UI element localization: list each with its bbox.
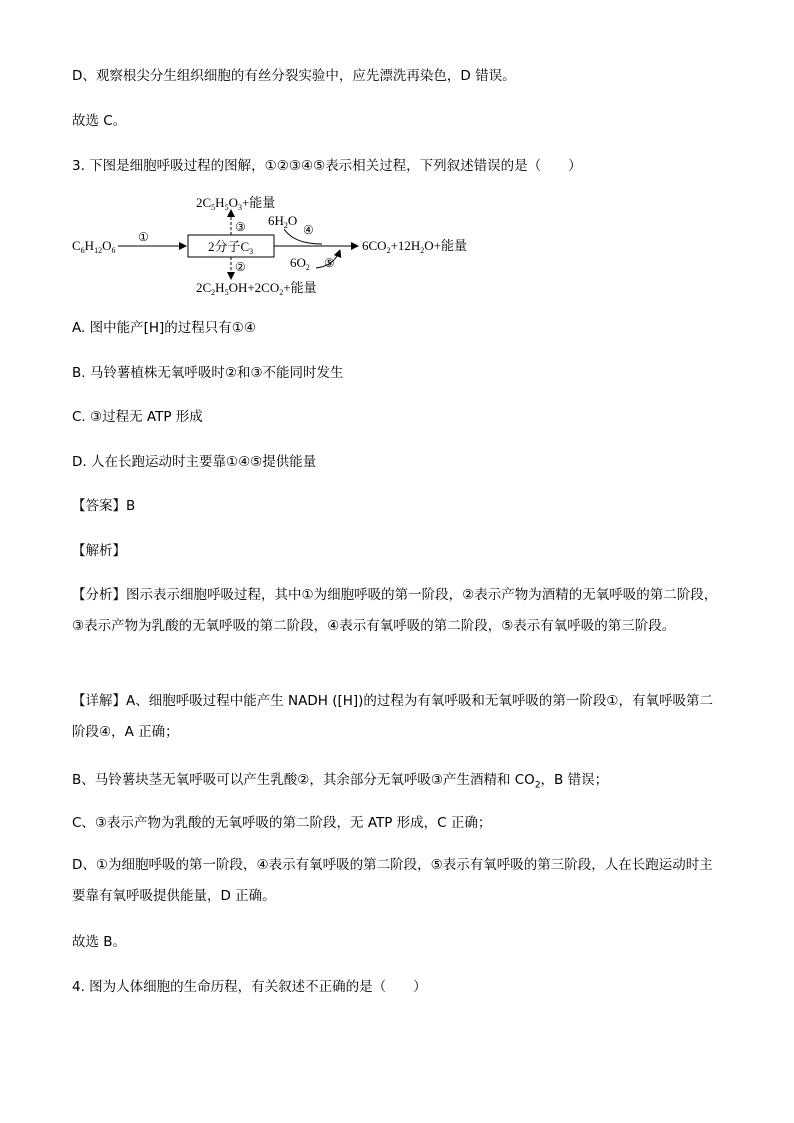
option-c: C. ③过程无 ATP 形成 <box>72 409 203 425</box>
cell-respiration-diagram <box>72 194 492 304</box>
detail-a: 【详解】A、细胞呼吸过程中能产生 NADH ([H])的过程为有氧呼吸和无氧呼吸的第一阶段①，有氧呼吸第二阶段④，A 正确； <box>72 693 714 740</box>
prev-conclusion: 故选 C。 <box>72 113 127 129</box>
question-4-stem: 4. 图为人体细胞的生命历程，有关叙述不正确的是（ ） <box>72 979 427 995</box>
oxygen-input: $6O_2$ <box>290 255 310 272</box>
option-a: A. 图中能产[H]的过程只有①④ <box>72 320 256 336</box>
water-input: $6H_2O$ <box>268 213 298 230</box>
aerobic-products: $6CO_2+12H_2O+$能量 <box>362 238 468 255</box>
pyruvate-label: 2分子$C_3$ <box>208 239 254 256</box>
analysis-fenxi: 【分析】图示表示细胞呼吸过程，其中①为细胞呼吸的第一阶段，②表示产物为酒精的无氧呼吸的第二阶段，③表示产物为乳酸的无氧呼吸的第二阶段，④表示有氧呼吸的第二阶段，⑤表示有氧呼吸的第三阶段。 <box>72 587 718 634</box>
lactate-product: $2C_5H_5O_3+$能量 <box>196 195 276 212</box>
glucose-label: $C_6H_{12}O_6$ <box>72 238 116 255</box>
answer: 【答案】B <box>72 498 136 514</box>
detail-b: B、马铃薯块茎无氧呼吸可以产生乳酸②，其余部分无氧呼吸③产生酒精和 $CO_2$，B 错误； <box>72 772 609 791</box>
option-b: B. 马铃薯植株无氧呼吸时②和③不能同时发生 <box>72 365 344 381</box>
ethanol-product: $2C_2H_5OH+2CO_2+$能量 <box>196 280 317 297</box>
detail-d: D、①为细胞呼吸的第一阶段，④表示有氧呼吸的第二阶段，⑤表示有氧呼吸的第三阶段，人在长跑运动时主要靠有氧呼吸提供能量，D 正确。 <box>72 857 713 904</box>
step-5-label: ⑤ <box>324 256 335 270</box>
step-4-label: ④ <box>303 223 314 237</box>
step-1-label: ① <box>138 230 149 244</box>
analysis-heading: 【解析】 <box>72 543 126 559</box>
option-d: D. 人在长跑运动时主要靠①④⑤提供能量 <box>72 454 317 470</box>
question-3-stem: 3. 下图是细胞呼吸过程的图解，①②③④⑤表示相关过程，下列叙述错误的是（ ） <box>72 158 582 174</box>
step-2-label: ② <box>235 260 246 274</box>
step-3-label: ③ <box>235 220 246 234</box>
detail-c: C、③表示产物为乳酸的无氧呼吸的第二阶段，无 ATP 形成，C 正确； <box>72 815 492 831</box>
prev-option-d-analysis: D、观察根尖分生组织细胞的有丝分裂实验中，应先漂洗再染色，D 错误。 <box>72 68 516 84</box>
question-3-conclusion: 故选 B。 <box>72 934 127 950</box>
